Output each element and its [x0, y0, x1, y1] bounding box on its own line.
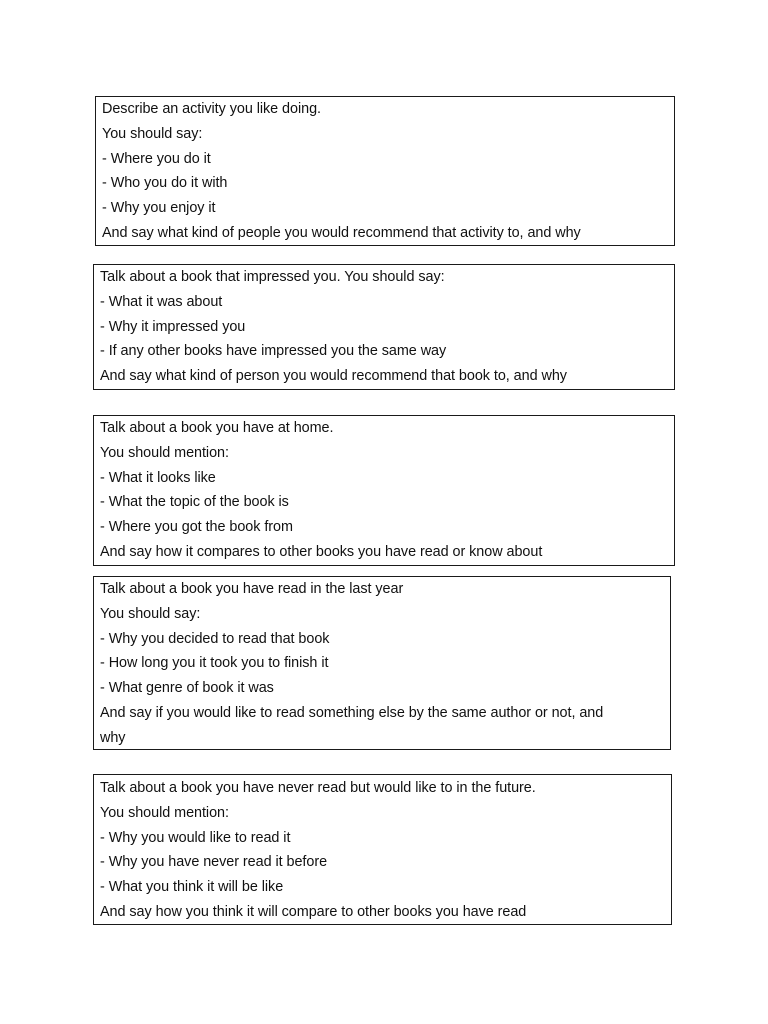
card-closing-continued: why — [100, 729, 126, 746]
card-bullet: - What genre of book it was — [100, 680, 274, 697]
card-prompt: Talk about a book you have never read but would like to in the future. — [100, 780, 536, 796]
card-bullet: - Who you do it with — [102, 175, 228, 192]
card-prompt: Talk about a book you have read in the last year — [100, 581, 404, 597]
card-bullet: - What it looks like — [100, 469, 216, 486]
card-bullet: - Why you would like to read it — [100, 829, 291, 846]
card-bullet: - Why you decided to read that book — [100, 630, 330, 647]
card-bullet: - What it was about — [100, 293, 223, 310]
card-bullet: - Why you enjoy it — [102, 200, 216, 217]
card-prompt: Describe an activity you like doing. — [102, 101, 321, 117]
card-closing: And say what kind of people you would recommend that activity to, and why — [102, 224, 581, 241]
card-closing: And say how you think it will compare to other books you have read — [100, 903, 527, 920]
card-bullet: - What you think it will be like — [100, 879, 284, 896]
card-instruction: You should say: — [100, 605, 201, 622]
card-bullet: - If any other books have impressed you the same way — [100, 343, 447, 360]
card-closing: And say what kind of person you would recommend that book to, and why — [100, 368, 567, 385]
card-instruction: You should say: — [102, 125, 203, 142]
card-bullet: - Where you do it — [102, 150, 211, 167]
card-bullet: - Why you have never read it before — [100, 854, 328, 871]
cue-card-activity — [95, 96, 675, 246]
card-closing: And say if you would like to read something else by the same author or not, and — [100, 704, 604, 721]
card-bullet: - What the topic of the book is — [100, 494, 289, 511]
card-bullet: - Where you got the book from — [100, 519, 293, 536]
card-bullet: - Why it impressed you — [100, 318, 246, 335]
card-prompt: Talk about a book you have at home. — [100, 420, 334, 436]
card-bullet: - How long you it took you to finish it — [100, 655, 329, 672]
cue-card-book-future — [93, 774, 672, 925]
card-closing: And say how it compares to other books you have read or know about — [100, 543, 543, 560]
cue-card-book-at-home — [93, 415, 675, 566]
cue-card-impressive-book — [93, 264, 675, 390]
card-prompt: Talk about a book that impressed you. You should say: — [100, 269, 445, 285]
card-instruction: You should mention: — [100, 804, 229, 821]
card-instruction: You should mention: — [100, 444, 229, 461]
cue-card-book-last-year — [93, 576, 671, 750]
